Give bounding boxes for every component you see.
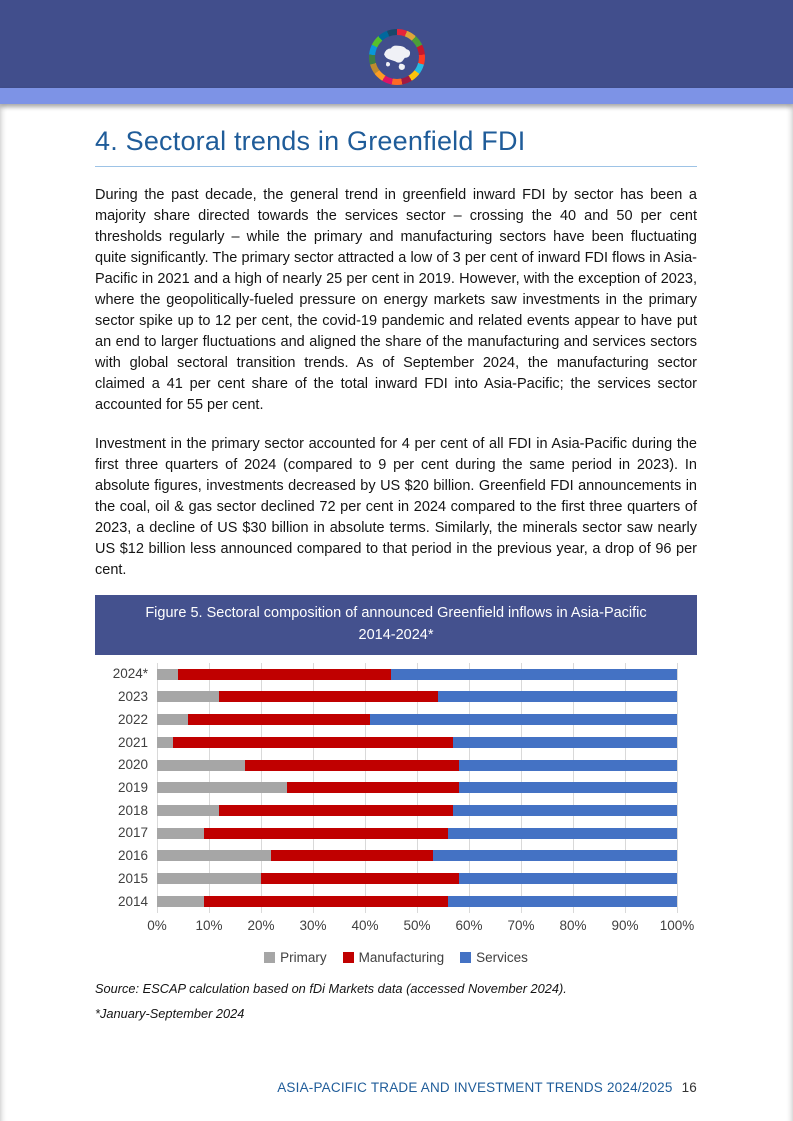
legend-swatch [343,952,354,963]
paragraph-1: During the past decade, the general trend in greenfield inward FDI by sector has been a majority share directed towards the services sector – crossing the 40 and 50 per cent thresholds regularly – while the primary and manufacturing sectors have been fluctuating quite significantly. The primary sector attracted a low of 3 per cent of inward FDI flows in Asia-Pacific in 2021 and a high of nearly 25 per cent in 2019. However, with the exception of 2023, where the geopolitically-fueled pressure on energy markets saw investments in the primary sector spike up to 12 per cent, the covid-19 pandemic and related events appear to have put an end to larger fluctuations and aligned the share of the manufacturing and services sectors with global sectoral transition trends. As of September 2024, the manufacturing sector claimed a 41 per cent share of the total inward FDI into Asia-Pacific; the services sector accounted for 55 per cent. [95,187,697,414]
x-axis-label: 70% [507,917,535,933]
bar-segment-services [453,737,677,748]
sdg-wheel-logo [369,29,425,85]
bar-row [157,782,677,793]
legend-label: Services [476,949,528,965]
legend-label: Manufacturing [358,949,445,965]
bar-segment-primary [157,782,287,793]
bar-row [157,737,677,748]
bar-segment-manufacturing [245,760,458,771]
bar-segment-primary [157,896,204,907]
x-axis-label: 90% [611,917,639,933]
accent-band [0,88,793,104]
legend-swatch [264,952,275,963]
bar-segment-primary [157,691,219,702]
y-axis-label: 2020 [117,757,148,773]
x-axis-label: 100% [659,917,695,933]
chart-xticks [147,917,695,938]
figure-note: *January-September 2024 [95,1005,245,1021]
x-axis-label: 40% [351,917,379,933]
figure-source: Source: ESCAP calculation based on fDi Markets data (accessed November 2024). [95,980,567,996]
figure-title-bar: Figure 5. Sectoral composition of announced Greenfield inflows in Asia-Pacific 2014-2024* [95,595,697,655]
y-axis-label: 2024* [112,666,148,682]
y-axis-label: 2023 [117,689,148,705]
x-axis-label: 80% [559,917,587,933]
bar-segment-services [459,782,677,793]
bar-segment-services [453,805,677,816]
bar-segment-manufacturing [204,828,448,839]
bar-segment-services [448,896,677,907]
y-axis-label: 2022 [117,711,148,727]
bar-segment-manufacturing [188,714,370,725]
legend-item [264,950,327,965]
bar-segment-primary [157,669,178,680]
bar-segment-primary [157,805,219,816]
bar-segment-services [391,669,677,680]
bar-segment-primary [157,850,271,861]
bar-segment-services [433,850,677,861]
bar-segment-services [448,828,677,839]
footer-title: ASIA-PACIFIC TRADE AND INVESTMENT TRENDS 2024/2025 [277,1080,673,1095]
bar-row [157,873,677,884]
chart-legend [95,950,697,965]
chart-body [95,663,697,913]
bar-segment-manufacturing [219,805,453,816]
bar-row [157,850,677,861]
chart-bars [157,663,677,913]
bar-row [157,896,677,907]
x-axis-label: 50% [403,917,431,933]
bar-segment-manufacturing [261,873,459,884]
bar-segment-manufacturing [219,691,437,702]
y-axis-label: 2017 [117,825,148,841]
gridline [677,663,678,913]
bar-segment-primary [157,828,204,839]
page-content [0,104,793,1021]
bar-segment-manufacturing [204,896,448,907]
legend-swatch [460,952,471,963]
bar-segment-primary [157,714,188,725]
y-axis-label: 2014 [117,893,148,909]
bar-row [157,805,677,816]
x-axis-label: 30% [299,917,327,933]
figure-5-chart [95,663,697,965]
page-footer [277,1080,697,1095]
legend-label: Primary [280,949,327,965]
logo-inner-circle [375,35,419,79]
x-axis-label: 10% [195,917,223,933]
x-axis-label: 60% [455,917,483,933]
bar-segment-manufacturing [173,737,454,748]
page-number: 16 [681,1080,697,1095]
header-band [0,0,793,88]
bar-segment-manufacturing [287,782,459,793]
bar-row [157,828,677,839]
bar-segment-primary [157,873,261,884]
bar-row [157,714,677,725]
bar-segment-services [370,714,677,725]
chart-ylabels [95,663,157,913]
bar-row [157,669,677,680]
y-axis-label: 2018 [117,802,148,818]
paragraph-2: Investment in the primary sector accounted for 4 per cent of all FDI in Asia-Pacific during the first three quarters of 2024 (compared to 9 per cent during the same period in 2023). In absolute figures, investments decreased by US $20 billion. Greenfield FDI announcements in the coal, oil & gas sector declined 72 per cent in 2024 compared to the first three quarters of 2023, a decline of US $30 billion in absolute terms. Similarly, the minerals sector saw nearly US $12 billion less announced compared to that period in the previous year, a drop of 96 per cent. [95,436,697,579]
heading-rule [95,166,697,167]
page-title: 4. Sectoral trends in Greenfield FDI [95,126,526,156]
legend-item [343,950,445,965]
bar-segment-services [459,873,677,884]
world-map-icon [378,38,416,76]
bar-row [157,691,677,702]
bar-segment-services [438,691,677,702]
bar-segment-primary [157,760,245,771]
bar-segment-services [459,760,677,771]
y-axis-label: 2019 [117,779,148,795]
y-axis-label: 2015 [117,870,148,886]
bar-segment-primary [157,737,173,748]
bar-row [157,760,677,771]
y-axis-label: 2021 [117,734,148,750]
y-axis-label: 2016 [117,848,148,864]
legend-item [460,950,528,965]
x-axis-label: 20% [247,917,275,933]
chart-plot [157,663,677,913]
bar-segment-manufacturing [178,669,391,680]
bar-segment-manufacturing [271,850,432,861]
x-axis-label: 0% [147,917,167,933]
